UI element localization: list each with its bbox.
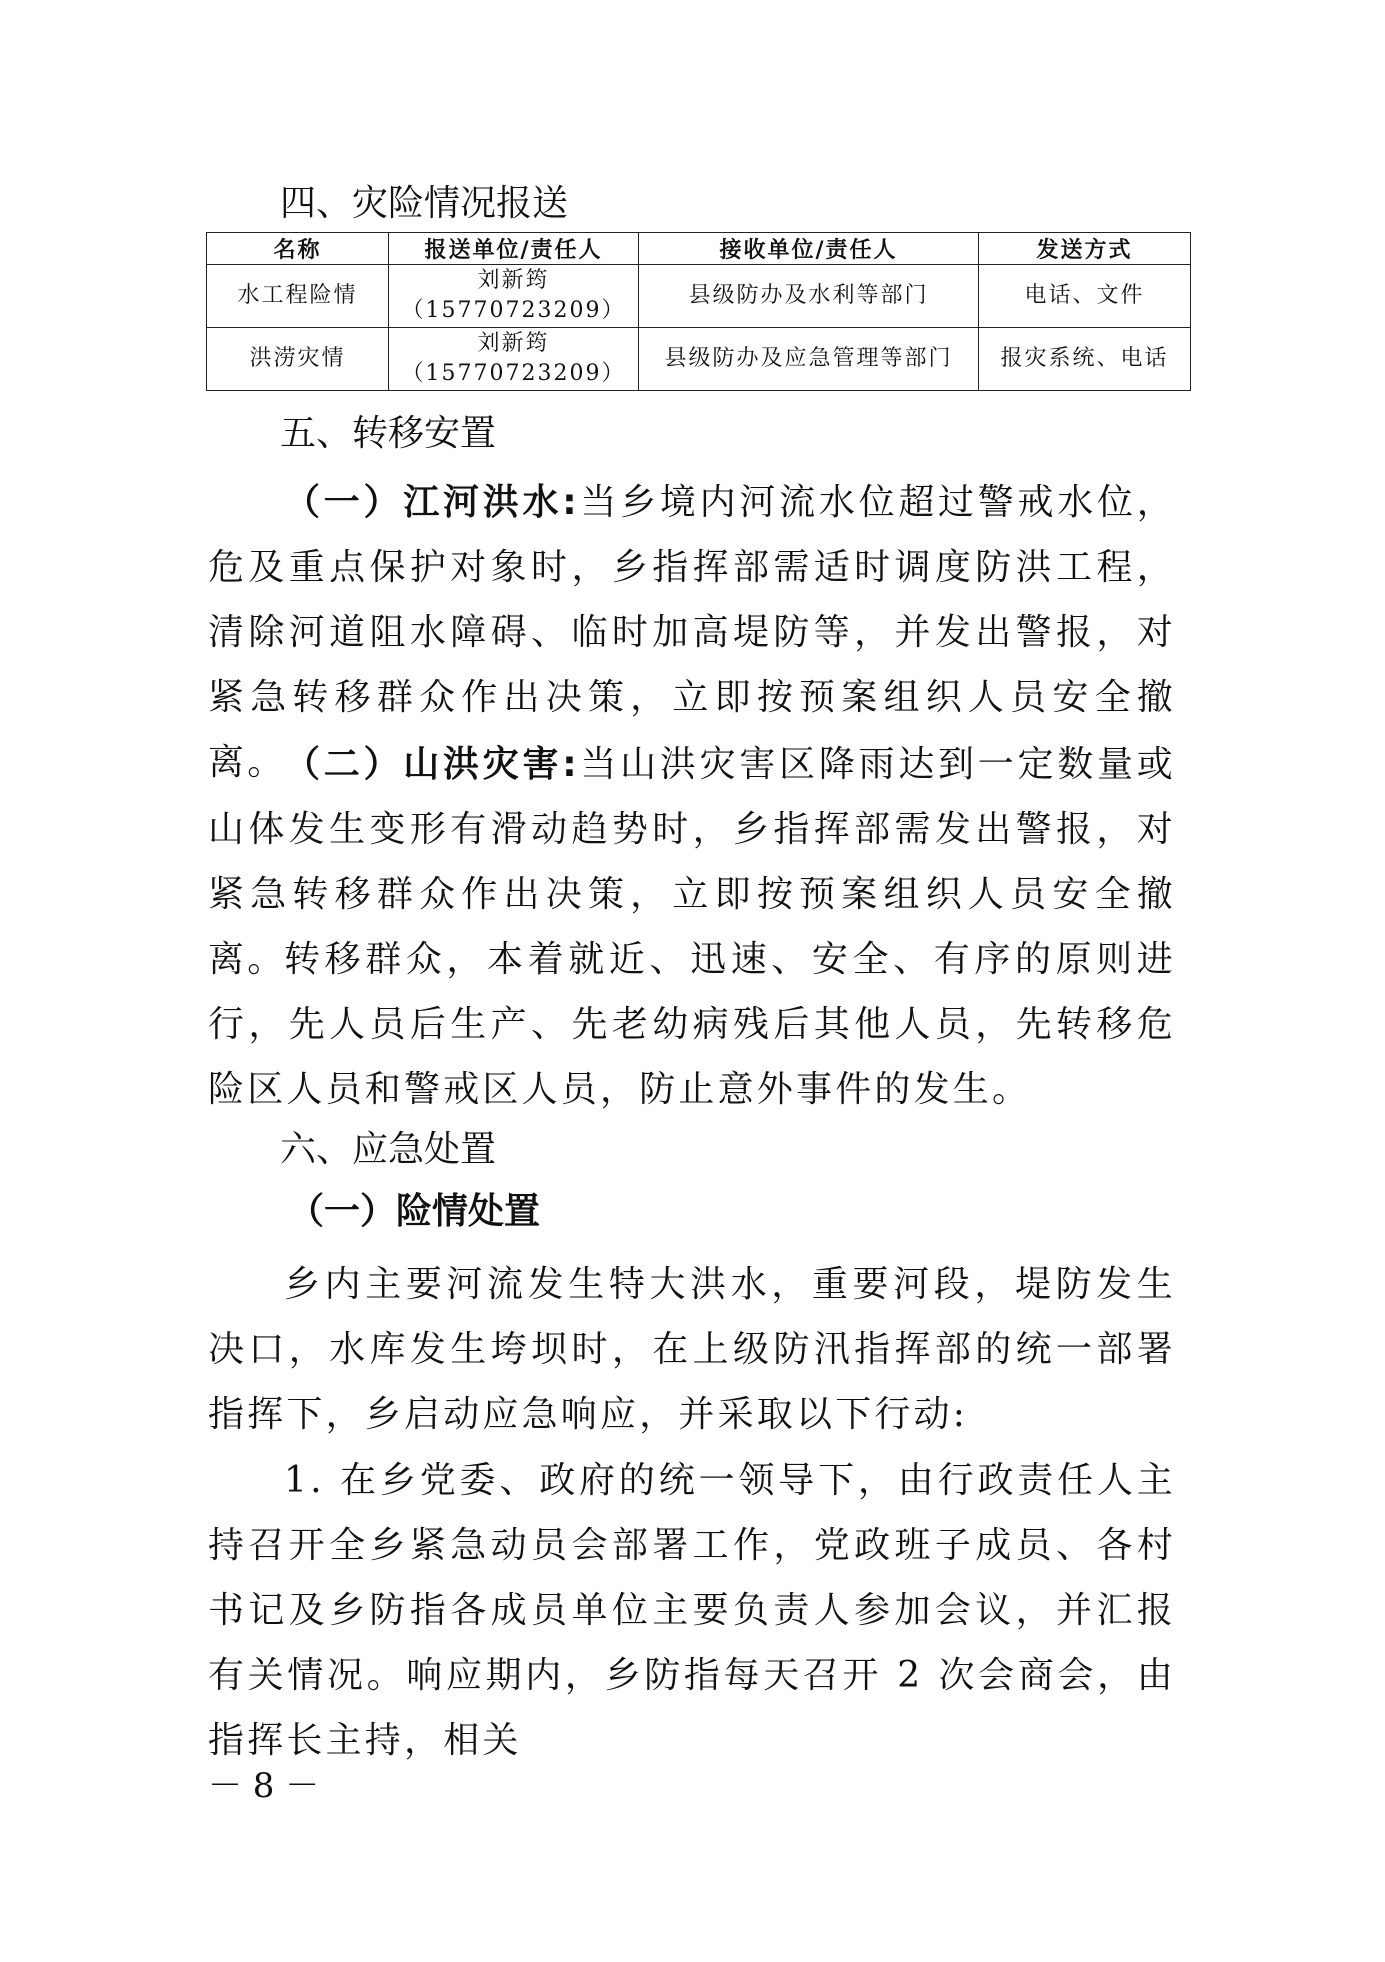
cell-method: 报灾系统、电话 — [979, 328, 1191, 391]
page-number: － 8 － — [208, 1766, 320, 1806]
paragraph-action-1: 1. 在乡党委、政府的统一领导下，由行政责任人主持召开全乡紧急动员会部署工作，党政班子成员、各村书记及乡防指各成员单位主要负责人参加会议，并汇报有关情况。响应期内，乡防指每天召开 2 次会商会，由指挥长主持，相关 — [208, 1460, 1176, 1761]
report-table — [206, 232, 1191, 391]
paragraph-body: 当乡境内河流水位超过警戒水位，危及重点保护对象时，乡指挥部需适时调度防洪工程，清除河道阻水障碍、临时加高堤防等，并发出警报，对紧急转移群众作出决策，立即按预案组织人员安全撤离。 — [208, 482, 1176, 783]
paragraph-lead: （一）江河洪水: — [284, 482, 580, 523]
cell-reporter — [389, 328, 639, 391]
table-header-row — [207, 233, 1191, 265]
cell-name: 水工程险情 — [207, 265, 389, 328]
table-row — [207, 328, 1191, 391]
cell-receiver: 县级防办及水利等部门 — [639, 265, 979, 328]
reporter-name: 刘新筠 — [477, 331, 550, 356]
cell-name: 洪涝灾情 — [207, 328, 389, 391]
reporter-name: 刘新筠 — [477, 268, 550, 293]
section-5-heading: 五、转移安置 — [280, 413, 497, 454]
table-row — [207, 265, 1191, 328]
paragraph-emergency-response: 乡内主要河流发生特大洪水，重要河段，堤防发生决口，水库发生垮坝时，在上级防汛指挥部的统一部署指挥下，乡启动应急响应，并采取以下行动: — [208, 1264, 1176, 1435]
paragraph-lead: （二）山洪灾害: — [284, 744, 580, 785]
section-4-heading: 四、灾险情况报送 — [280, 183, 569, 224]
header-name: 名称 — [207, 233, 389, 265]
cell-receiver: 县级防办及应急管理等部门 — [639, 328, 979, 391]
header-receiver: 接收单位/责任人 — [639, 233, 979, 265]
reporter-phone: （15770723209） — [401, 298, 626, 323]
header-reporter: 报送单位/责任人 — [389, 233, 639, 265]
subsection-heading: （一）险情处置 — [288, 1191, 541, 1232]
cell-reporter — [389, 265, 639, 328]
section-6-heading: 六、应急处置 — [280, 1129, 497, 1170]
paragraph-body: 当山洪灾害区降雨达到一定数量或山体发生变形有滑动趋势时，乡指挥部需发出警报，对紧急转移群众作出决策，立即按预案组织人员安全撤离。 — [208, 744, 1176, 980]
report-table-container — [206, 232, 1190, 391]
header-method: 发送方式 — [979, 233, 1191, 265]
paragraph-relocation-principles: 转移群众，本着就近、迅速、安全、有序的原则进行，先人员后生产、先老幼病残后其他人员，先转移危险区人员和警戒区人员，防止意外事件的发生。 — [208, 939, 1176, 1110]
cell-method: 电话、文件 — [979, 265, 1191, 328]
reporter-phone: （15770723209） — [401, 361, 626, 386]
